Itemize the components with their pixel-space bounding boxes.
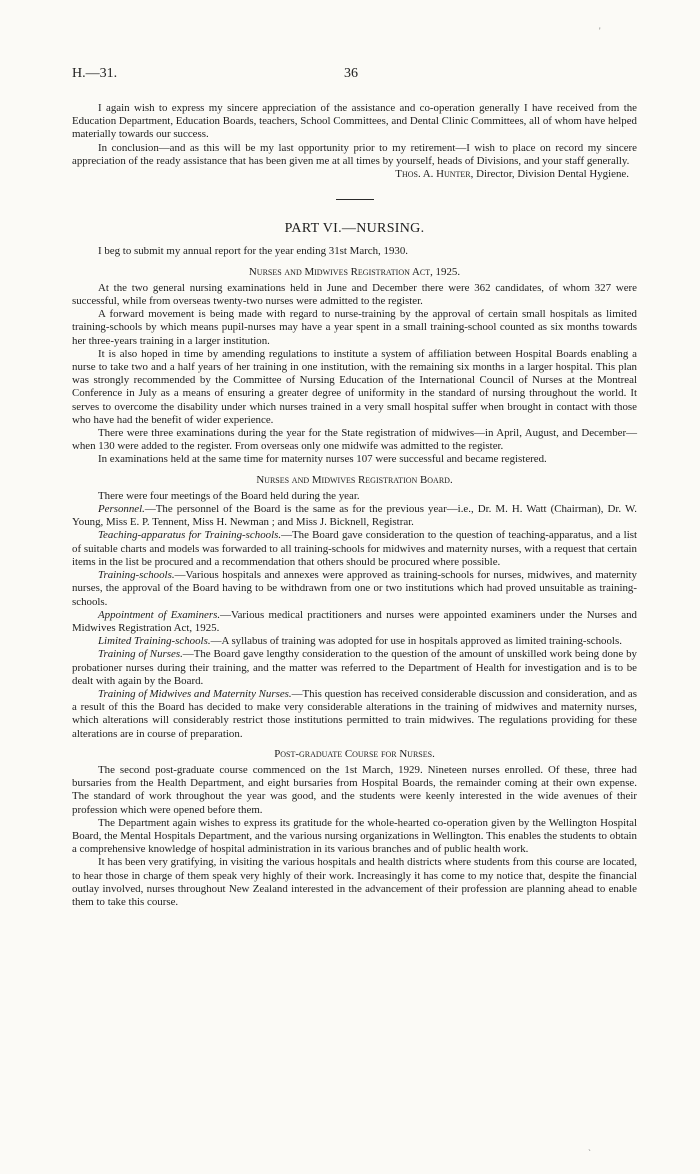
section-heading-act: Nurses and Midwives Registration Act, 1925. <box>248 265 461 278</box>
paragraph-lead: Personnel. <box>98 503 145 516</box>
paragraph-lead: Training of Nurses. <box>98 648 183 661</box>
intro-paragraph: I again wish to express my sincere appreciation of the assistance and co-operation generally I have received from the Education Department, Education Boards, teachers, School Committees, and Dental Clinic Committees, all of whom have helped materially towards our success. <box>72 102 637 141</box>
signature-title: , Director, Division Dental Hygiene. <box>470 168 629 181</box>
paragraph-lead: Training-schools. <box>98 569 175 582</box>
body-paragraph: It is also hoped in time by amending regulations to institute a system of affiliation between Hospital Boards enabling a nurse to take two and a half years of her training in one institution, with the remaining six months in a larger hospital. This plan was strongly recommended by the Committee of Nursing Education of the International Council of Nurses at the Montreal Conference in July as a means of ensuring a greater degree of uniformity in the standard of nursing throughout the world. It serves to overcome the disability under which nurses trained in a very small hospital suffer when brought in contact with those who have had the benefit of wider experience. <box>72 347 637 426</box>
part-title: PART VI.—NURSING. <box>284 221 425 237</box>
body-paragraph <box>72 490 637 503</box>
board-section <box>72 490 637 741</box>
signature-name: Thos. A. Hunter <box>395 168 471 181</box>
paragraph-text: —Various medical practitioners and nurses were appointed examiners under the Nurses and Midwives Registration Act, 1925. <box>72 608 637 634</box>
body-paragraph <box>72 503 637 529</box>
paragraph-text: —This question has received considerable discussion and consideration, and as a result of this the Board has decided to make very considerable alterations in the training of midwives and maternity nurses, which alterations will considerably restrict those institutions permitted to train midwives. The regulations providing for these alterations are in course of preparation. <box>72 687 638 740</box>
document-body <box>72 102 637 909</box>
stray-mark-bottom: ` <box>588 1148 591 1158</box>
section-heading-board: Nurses and Midwives Registration Board. <box>256 473 453 486</box>
body-paragraph: There were three examinations during the year for the State registration of midwives—in April, August, and December—when 130 were added to the register. From overseas only one midwife was admitted to the register. <box>72 427 637 453</box>
paragraph-lead: Limited Training-schools. <box>98 635 211 648</box>
signature-line <box>72 168 629 181</box>
body-paragraph <box>72 609 637 635</box>
body-paragraph: At the two general nursing examinations held in June and December there were 362 candidates, of whom 327 were successful, while from overseas twenty-two nurses were admitted to the register. <box>72 281 637 308</box>
intro-paragraph: In conclusion—and as this will be my last opportunity prior to my retirement—I wish to place on record my sincere appreciation of the ready assistance that has been given me at all times by yourself, heads of Divisions, and your staff generally. <box>72 141 637 167</box>
page-number: 36 <box>344 66 358 81</box>
page-header <box>72 66 637 88</box>
paragraph-lead: Appointment of Examiners. <box>98 608 221 621</box>
paragraph-text: —A syllabus of training was adopted for use in hospitals approved as limited training-schools. <box>210 635 622 648</box>
paragraph-text: —The Board gave lengthy consideration to the question of the amount of unskilled work being done by probationer nurses during their training, and the matter was referred to the Department of Health for investigation and is to be dealt with again by the Board. <box>72 648 637 687</box>
stray-mark-top: ' <box>599 26 601 36</box>
report-reference: H.—31. <box>72 66 118 81</box>
paragraph-text: There were four meetings of the Board held during the year. <box>98 489 360 502</box>
body-paragraph <box>72 648 637 688</box>
body-paragraph <box>72 635 637 648</box>
paragraph-text: —The Board gave consideration to the question of teaching-apparatus, and a list of suitable charts and models was forwarded to all training-schools for midwives and maternity nurses, with a request that certain items in the list be procured and a recommendation that others should be procured where possible. <box>72 529 637 568</box>
body-paragraph <box>72 529 637 569</box>
body-paragraph <box>72 569 637 609</box>
section-divider <box>336 199 374 200</box>
course-section <box>72 764 637 909</box>
paragraph-text: —The personnel of the Board is the same as for the previous year—i.e., Dr. M. H. Watt (Chairman), Dr. W. Young, Miss E. P. Tennent, Miss H. Newman ; and Miss J. Bicknell, Registrar. <box>72 503 637 529</box>
body-paragraph: The second post-graduate course commenced on the 1st March, 1929. Nineteen nurses enrolled. Of these, three had bursaries from the Health Department, and eight bursaries from Hospital Boards, the remainder coming at their own expense. The standard of work throughout the year was good, and the students were keenly interested in the wide avenues of their profession which were opened before them. <box>72 763 637 816</box>
act-section <box>72 282 637 467</box>
paragraph-lead: Teaching-apparatus for Training-schools. <box>98 529 282 542</box>
body-paragraph: The Department again wishes to express its gratitude for the whole-hearted co-operation given by the Wellington Hospital Board, the Mental Hospitals Department, and the various nursing organizations in Wellington. This enables the students to obtain a comprehensive knowledge of hospital administration in its various branches and of public health work. <box>72 816 637 856</box>
section-heading-course: Post-graduate Course for Nurses. <box>274 747 435 760</box>
opening-paragraph: I beg to submit my annual report for the year ending 31st March, 1930. <box>98 245 409 258</box>
body-paragraph: A forward movement is being made with regard to nurse-training by the approval of certain small hospitals as limited training-schools by which means pupil-nurses may have a year spent in a small training-school counted as six months towards her three-years training in a larger institution. <box>72 308 637 347</box>
body-paragraph: In examinations held at the same time for maternity nurses 107 were successful and became registered. <box>98 453 547 466</box>
paragraph-text: —Various hospitals and annexes were approved as training-schools for nurses, midwives, and maternity nurses, the approval of the Board having to be withdrawn from one or two institutions which had proved unsuitable as training-schools. <box>72 569 637 608</box>
body-paragraph: It has been very gratifying, in visiting the various hospitals and health districts where students from this course are located, to hear those in charge of them speak very highly of their work. Increasingly it has come to my notice that, despite the financial outlay involved, nurses throughout New Zealand interested in the advancement of their profession are planning ahead to enable them to take this course. <box>72 856 637 908</box>
body-paragraph <box>72 688 637 741</box>
paragraph-lead: Training of Midwives and Maternity Nurses. <box>98 687 292 700</box>
